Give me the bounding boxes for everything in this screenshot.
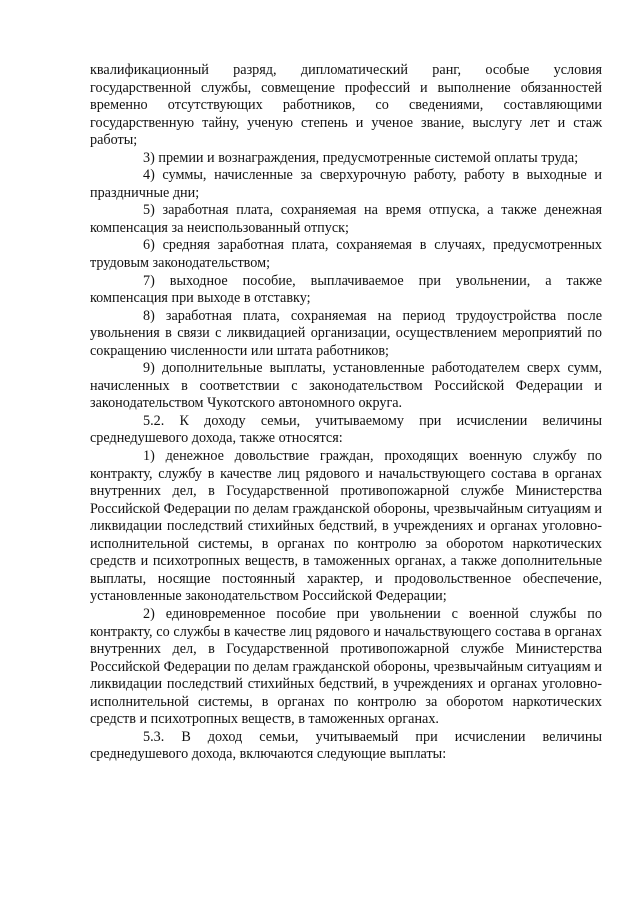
list-item-5: 5) заработная плата, сохраняемая на время отпуска, а также денежная компенсация за неиспользованный отпуск; (90, 202, 602, 236)
section-5-2-item-2: 2) единовременное пособие при увольнении с военной службы по контракту, со службы в качестве лиц рядового и начальствующего состава в органах внутренних дел, в Государственной противопожарной службе Министерства Российской Федерации по делам гражданской обороны, чрезвычайным ситуациям и ликвидации последствий стихийных бедствий, в учреждениях и органах уголовно-исполнительной системы, в органах по контролю за оборотом наркотических средств и психотропных веществ, в таможенных органах. (90, 605, 602, 728)
section-5-3: 5.3. В доход семьи, учитываемый при исчислении величины среднедушевого дохода, включаются следующие выплаты: (90, 728, 602, 763)
section-5-2-item-1: 1) денежное довольствие граждан, проходящих военную службу по контракту, службу в качестве лиц рядового и начальствующего состава в органах внутренних дел, в Государственной противопожарной службе Министерства Российской Федерации по делам гражданской обороны, чрезвычайным ситуациям и ликвидации последствий стихийных бедствий, в учреждениях и органах уголовно-исполнительной системы, в органах по контролю за оборотом наркотических средств и психотропных веществ, в таможенных органах, а также дополнительные выплаты, носящие постоянный характер, и продовольственное обеспечение, установленные законодательством Российской Федерации; (90, 448, 602, 605)
list-item-6: 6) средняя заработная плата, сохраняемая в случаях, предусмотренных трудовым законодательством; (90, 237, 602, 272)
paragraph-continuation: квалификационный разряд, дипломатический ранг, особые условия государственной службы, совмещение профессий и выполнение обязанностей временно отсутствующих работников, со сведениями, составляющими государственную тайну, ученую степень и ученое звание, выслугу лет и стаж работы; (90, 62, 602, 149)
list-item-8: 8) заработная плата, сохраняемая на период трудоустройства после увольнения в связи с ликвидацией организации, осуществлением мероприятий по сокращению численности или штата работников; (90, 307, 602, 359)
document-page (90, 62, 602, 764)
list-item-3: 3) премии и вознаграждения, предусмотренные системой оплаты труда; (143, 149, 579, 166)
list-item-7: 7) выходное пособие, выплачиваемое при увольнении, а также компенсация при выходе в отставку; (90, 272, 602, 307)
list-item-4: 4) суммы, начисленные за сверхурочную работу, работу в выходные и праздничные дни; (90, 167, 602, 201)
section-5-2: 5.2. К доходу семьи, учитываемому при исчислении величины среднедушевого дохода, также относятся: (90, 412, 602, 447)
list-item-9: 9) дополнительные выплаты, установленные работодателем сверх сумм, начисленных в соответствии с законодательством Российской Федерации и законодательством Чукотского автономного округа. (90, 360, 602, 412)
